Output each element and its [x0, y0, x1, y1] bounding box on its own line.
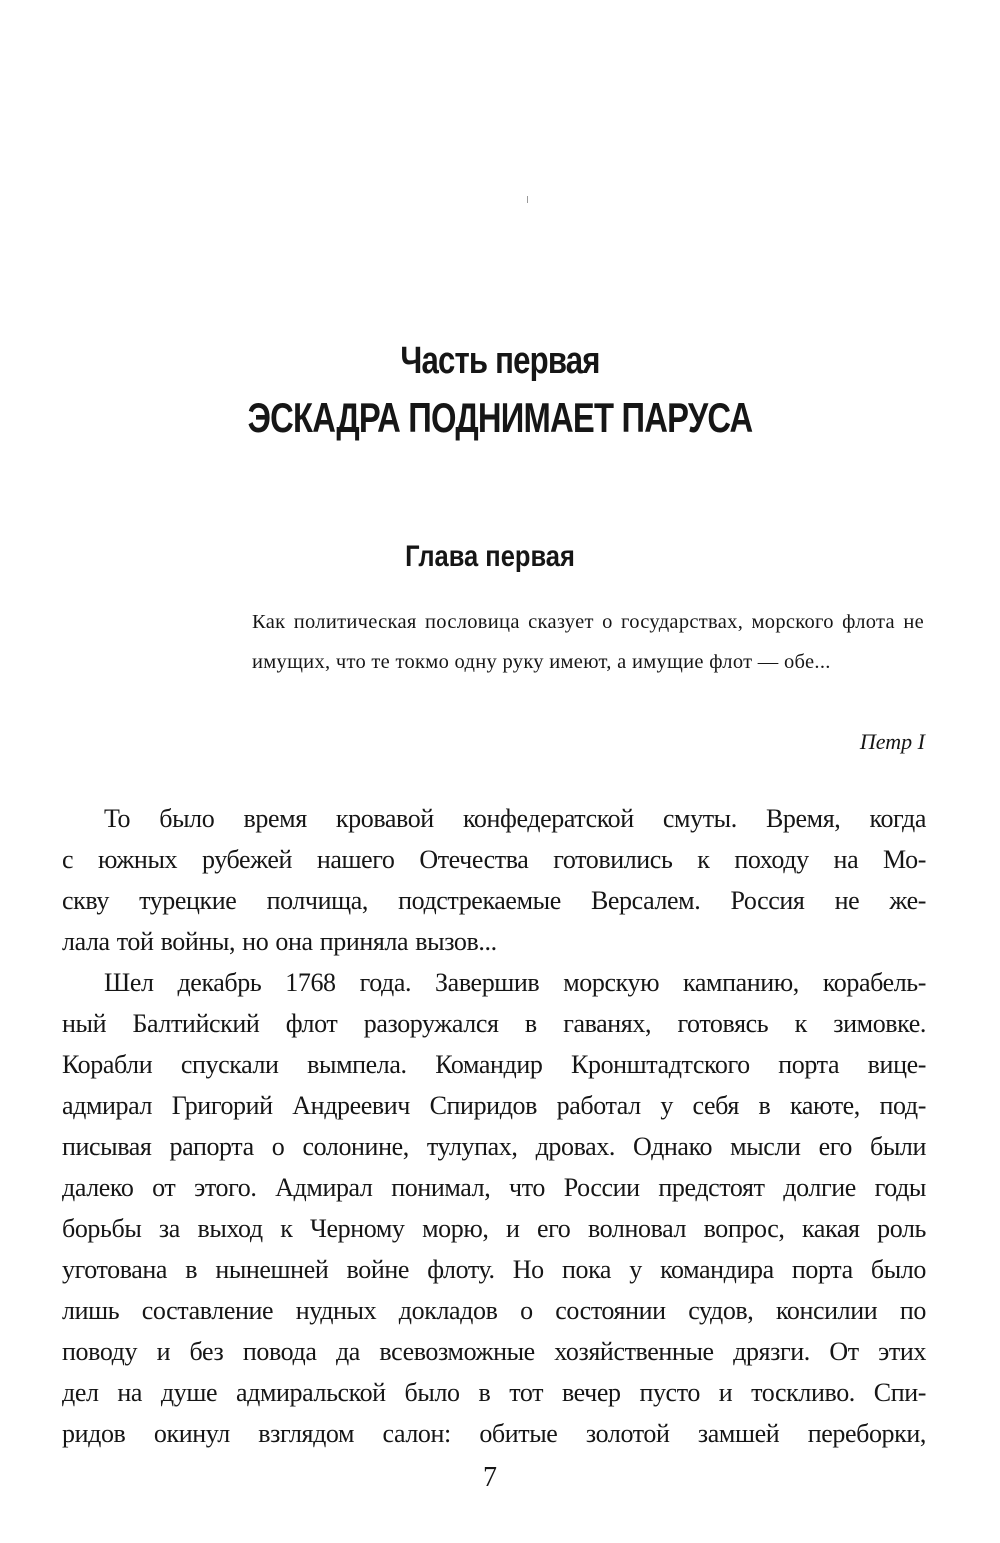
body-line: ный Балтийский флот разоружался в гаванях, готовясь к зимовке. — [62, 1009, 926, 1038]
body-line: борьбы за выход к Черному морю, и его волновал вопрос, какая роль — [62, 1214, 926, 1243]
body-line: уготована в нынешней войне флоту. Но пока у командира порта было — [62, 1255, 926, 1284]
body-line: Корабли спускали вымпела. Командир Кронштадтского порта вице- — [62, 1050, 926, 1079]
epigraph-text: Как политическая пословица сказует о государствах, морского флота не имущих, что те токмо одну руку имеют, а имущие флот — обе... — [252, 611, 924, 673]
body-line: поводу и без повода да всевозможные хозяйственные дрязги. От этих — [62, 1337, 926, 1366]
body-line: То было время кровавой конфедератской смуты. Время, когда — [104, 804, 926, 833]
body-line: лала той войны, но она приняла вызов... — [62, 927, 497, 956]
part-title: ЭСКАДРА ПОДНИМАЕТ ПАРУСА — [247, 394, 753, 441]
body-line: далеко от этого. Адмирал понимал, что России предстоят долгие годы — [62, 1173, 926, 1202]
chapter-title: Глава первая — [405, 540, 575, 573]
body-line: Шел декабрь 1768 года. Завершив морскую кампанию, корабель- — [104, 968, 926, 997]
body-text — [62, 798, 926, 1454]
body-line: дел на душе адмиральской было в тот вечер пусто и тоскливо. Спи- — [62, 1378, 926, 1407]
page-number: 7 — [483, 1462, 497, 1493]
body-line: скву турецкие полчища, подстрекаемые Версалем. Россия не же- — [62, 886, 926, 915]
epigraph-author: Петр I — [859, 729, 925, 754]
body-line: лишь составление нудных докладов о состоянии судов, консилии по — [62, 1296, 926, 1325]
body-line: адмирал Григорий Андреевич Спиридов работал у себя в каюте, под- — [62, 1091, 926, 1120]
body-line: писывая рапорта о солонине, тулупах, дровах. Однако мысли его были — [62, 1132, 926, 1161]
body-line: ридов окинул взглядом салон: обитые золотой замшей переборки, — [62, 1419, 926, 1448]
part-label: Часть первая — [400, 340, 600, 382]
body-line: с южных рубежей нашего Отечества готовились к походу на Мо- — [62, 845, 926, 874]
print-speck — [527, 196, 528, 203]
